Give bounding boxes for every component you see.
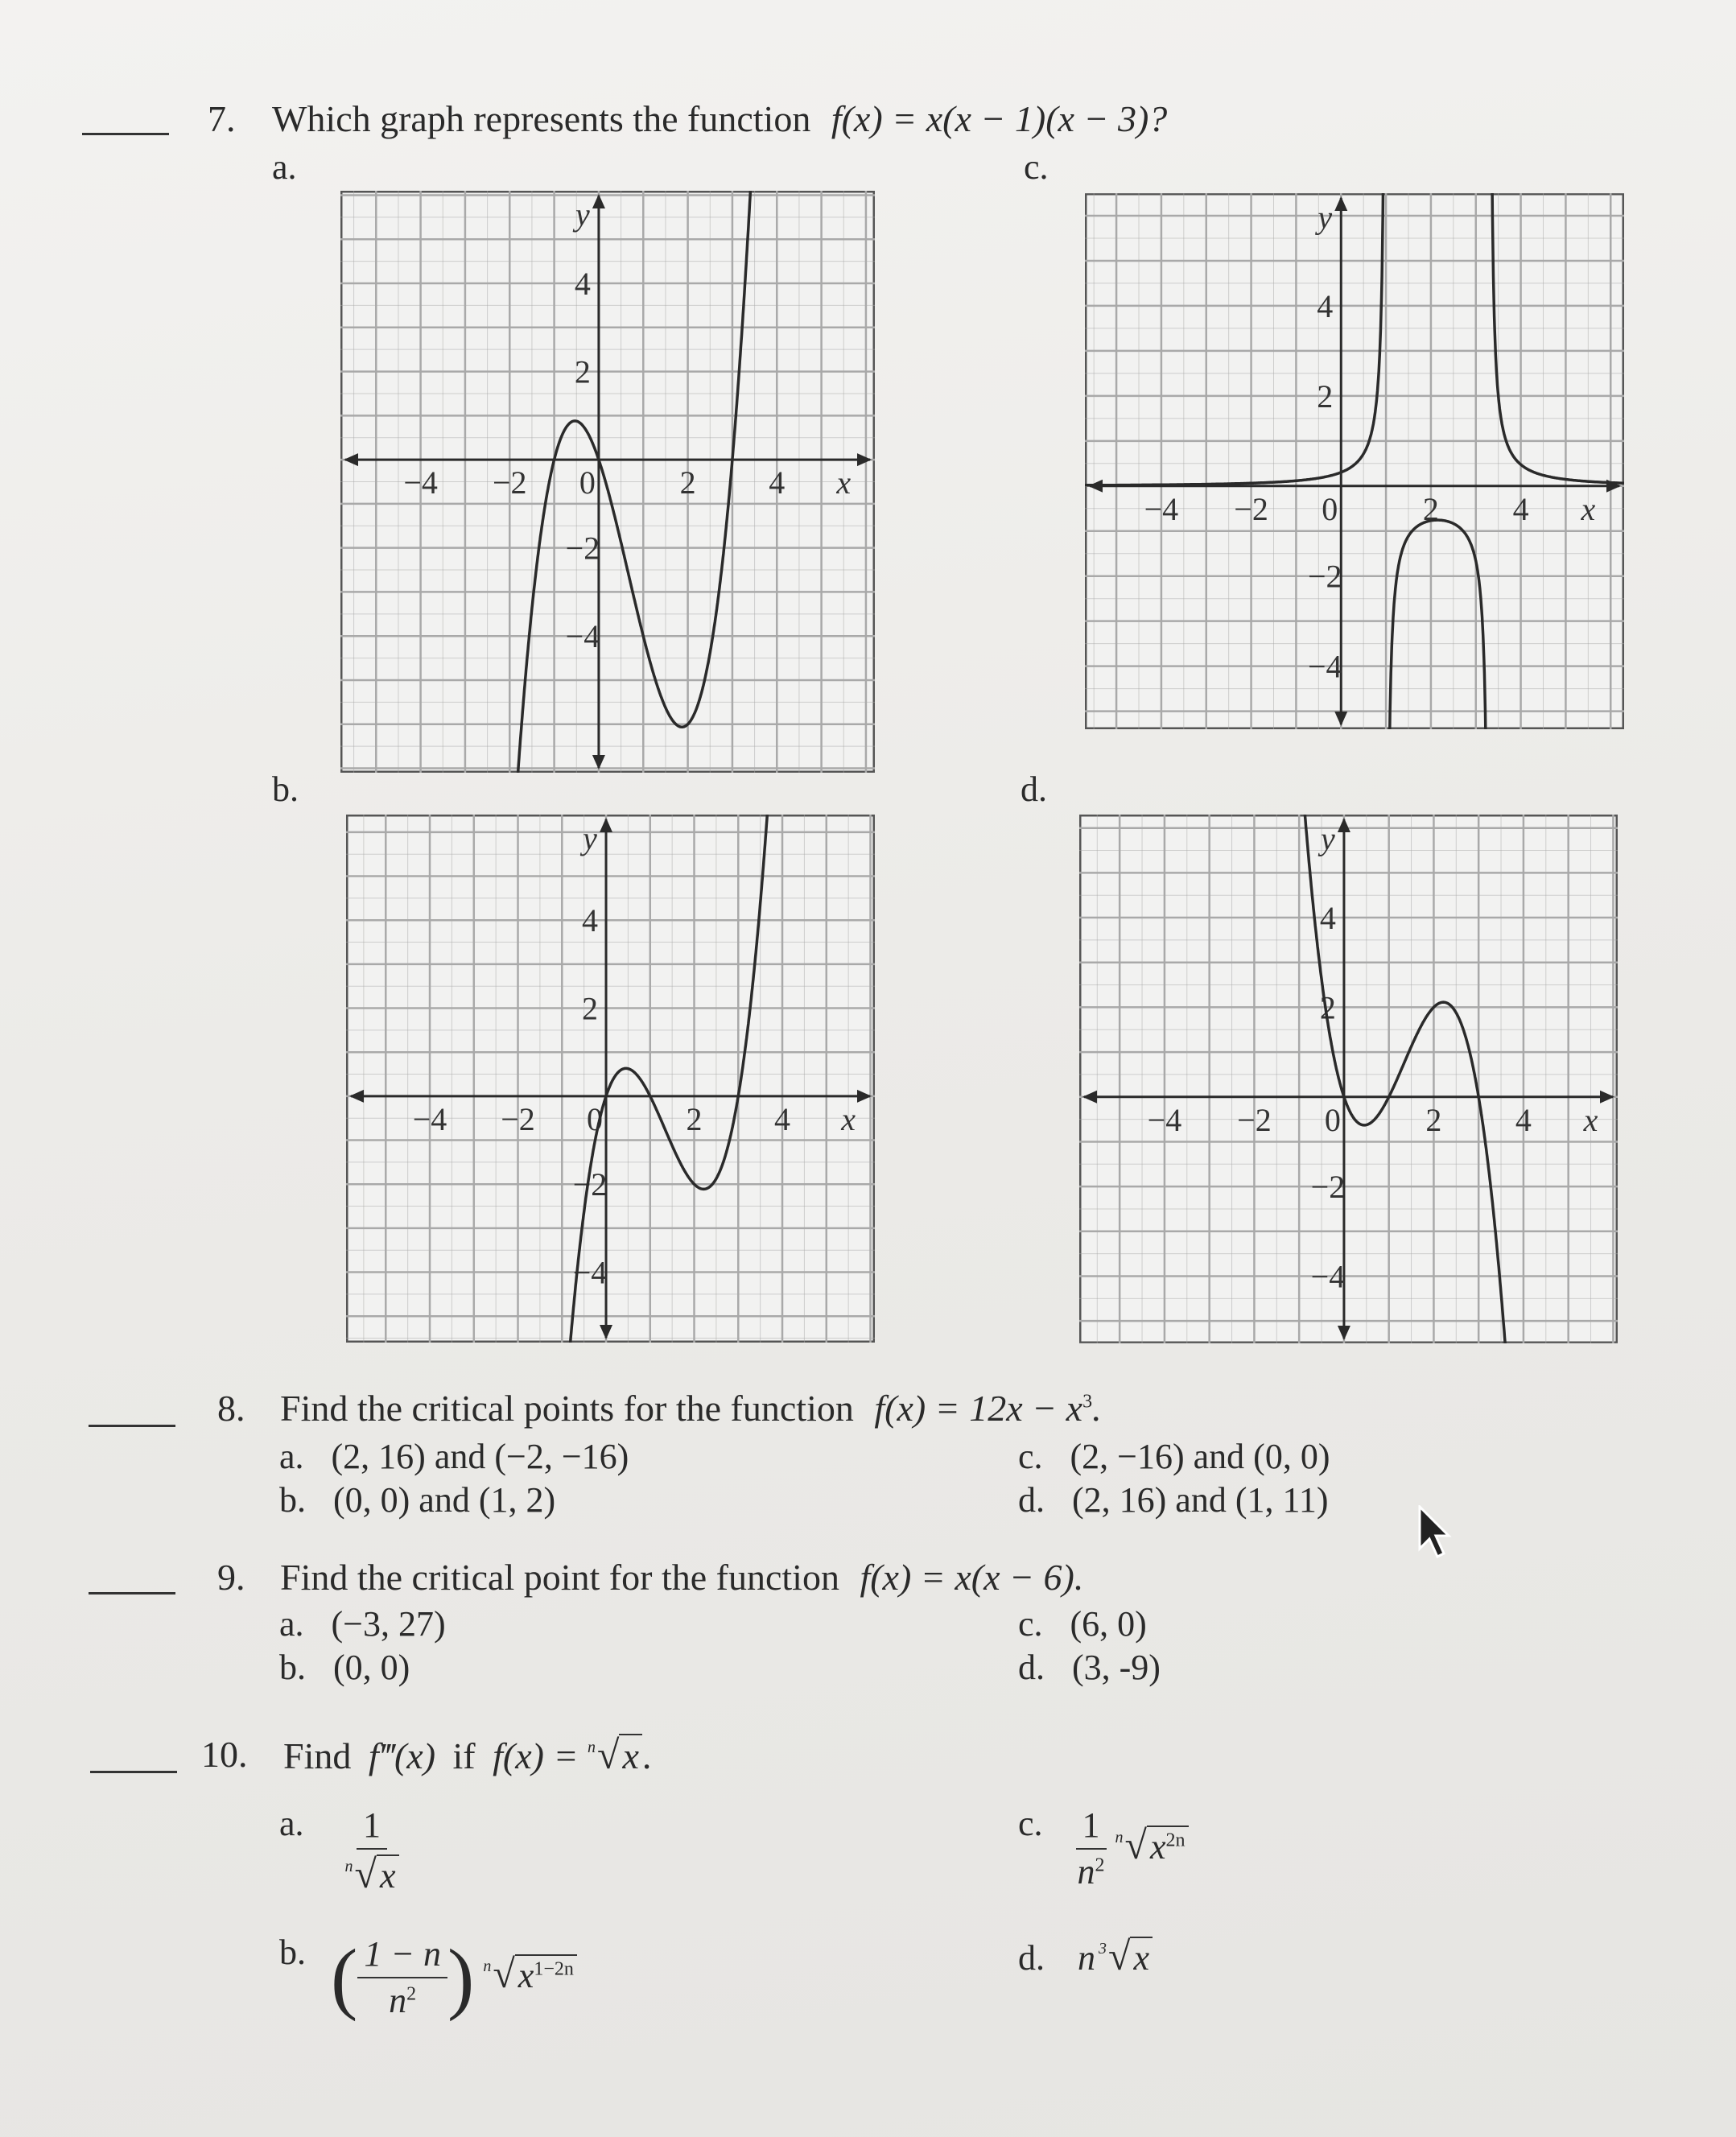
q8-option-c[interactable] <box>1018 1436 1330 1478</box>
nth-root <box>588 1731 642 1788</box>
x-tick-label: 2 <box>1422 490 1439 527</box>
x-tick-label: −4 <box>403 464 438 501</box>
q8-option-d[interactable] <box>1018 1479 1329 1521</box>
question-9-text <box>280 1553 1083 1602</box>
numerator: 1 − n <box>357 1932 447 1978</box>
x-tick-label: 0 <box>579 464 596 501</box>
q9-option-c[interactable] <box>1018 1603 1147 1645</box>
y-tick-label: −2 <box>1307 558 1342 595</box>
radicand <box>1147 1826 1189 1867</box>
y-tick-label: 2 <box>1317 377 1334 415</box>
graph-d-label: d. <box>1021 769 1047 809</box>
radicand <box>515 1954 577 1995</box>
option-label: b. <box>279 1480 306 1520</box>
option-text: (0, 0) and (1, 2) <box>333 1480 556 1520</box>
radicand: x <box>1130 1937 1153 1978</box>
x-tick-label: −2 <box>1234 490 1268 527</box>
y-tick-label: −4 <box>1307 648 1342 685</box>
y-tick-label: −2 <box>572 1166 608 1203</box>
left-paren: ( <box>331 1933 358 2022</box>
x-axis-label: x <box>1581 490 1596 527</box>
graph-b-label: b. <box>272 769 299 809</box>
question-10-end: . <box>641 1735 652 1776</box>
x-tick-label: −4 <box>1144 490 1179 527</box>
fraction <box>345 1803 399 1907</box>
denominator <box>1078 1850 1105 1895</box>
option-text: (2, −16) and (0, 0) <box>1070 1437 1330 1476</box>
question-10-fx: f(x) = <box>493 1735 579 1776</box>
question-10-derivative: f‴(x) <box>368 1735 436 1776</box>
answer-blank-7[interactable] <box>82 133 169 135</box>
question-10-find: Find <box>283 1735 352 1776</box>
x-tick-label: −4 <box>412 1100 447 1137</box>
question-8-text <box>280 1384 1102 1433</box>
denominator-exponent: 2 <box>406 1983 417 2005</box>
x-tick-label: 0 <box>1322 490 1338 527</box>
x-tick-label: 4 <box>774 1100 791 1137</box>
root-index: 3 <box>1099 1940 1107 1958</box>
x-tick-label: 4 <box>1512 490 1529 527</box>
denominator-base: n <box>1077 1852 1095 1892</box>
x-axis-label: x <box>841 1100 856 1137</box>
q9-option-d[interactable] <box>1018 1647 1161 1689</box>
root-index: n <box>1115 1828 1124 1846</box>
nth-root <box>1099 1932 1153 1989</box>
x-axis-label: x <box>1583 1101 1598 1138</box>
x-tick-label: 0 <box>587 1100 604 1137</box>
denominator-base: n <box>389 1981 407 2020</box>
root-index: n <box>344 1858 353 1875</box>
question-7-expression: f(x) = x(x − 1)(x − 3)? <box>831 98 1168 139</box>
nth-root <box>345 1850 399 1907</box>
graph-b <box>346 815 875 1343</box>
question-9-expression: f(x) = x(x − 6). <box>860 1557 1084 1598</box>
radicand: x <box>619 1734 641 1776</box>
radical-icon: √ <box>597 1732 620 1777</box>
x-tick-label: 0 <box>1324 1101 1341 1138</box>
question-7-prompt: Which graph represents the function <box>272 98 811 139</box>
graph-canvas <box>1079 815 1618 1343</box>
y-tick-label: 2 <box>574 353 591 390</box>
q9-option-a[interactable] <box>279 1603 446 1645</box>
option-label: b. <box>279 1933 306 1972</box>
question-9-prompt: Find the critical point for the function <box>280 1557 839 1598</box>
x-tick-label: 2 <box>1425 1101 1442 1138</box>
y-tick-label: 2 <box>1319 989 1336 1026</box>
graph-canvas <box>1085 193 1624 729</box>
mouse-cursor-icon <box>1416 1505 1454 1561</box>
graph-c <box>1085 193 1624 729</box>
option-label: a. <box>279 1604 304 1644</box>
q10-option-d[interactable] <box>1018 1932 1153 1989</box>
graph-a <box>340 191 875 773</box>
radical-icon: √ <box>493 1950 515 1996</box>
x-tick-label: 4 <box>1515 1101 1532 1138</box>
q8-option-b[interactable] <box>279 1479 555 1521</box>
radicand-exponent: 2n <box>1165 1829 1186 1850</box>
x-tick-label: 2 <box>679 464 696 501</box>
y-axis-label: y <box>1321 820 1335 857</box>
q10-option-c[interactable] <box>1018 1803 1189 1895</box>
option-label: c. <box>1018 1437 1043 1476</box>
option-label: a. <box>279 1437 304 1476</box>
x-tick-label: −2 <box>501 1100 535 1137</box>
numerator: 1 <box>1076 1803 1107 1850</box>
q9-option-b[interactable] <box>279 1647 410 1689</box>
numerator: 1 <box>357 1803 387 1850</box>
y-axis-label: y <box>575 196 590 233</box>
radicand-exponent: 1−2n <box>534 1958 574 1979</box>
radical-icon: √ <box>1124 1821 1147 1867</box>
q8-option-a[interactable] <box>279 1436 629 1478</box>
x-tick-label: 2 <box>686 1100 703 1137</box>
graph-frame <box>1080 815 1617 1343</box>
y-tick-label: 4 <box>1319 900 1336 937</box>
option-label: c. <box>1018 1804 1043 1843</box>
graph-d <box>1079 815 1618 1343</box>
y-tick-label: 4 <box>574 266 591 303</box>
radical-icon: √ <box>354 1851 377 1896</box>
root-index: n <box>588 1739 596 1756</box>
y-tick-label: −4 <box>565 618 600 655</box>
graph-canvas <box>346 815 875 1343</box>
denominator <box>389 1978 416 2024</box>
option-label: a. <box>279 1804 304 1843</box>
radical-icon: √ <box>1108 1933 1131 1978</box>
question-8-expr-end: . <box>1092 1388 1102 1429</box>
option-text: (6, 0) <box>1070 1604 1147 1644</box>
coefficient: n <box>1078 1938 1095 1978</box>
option-label: d. <box>1018 1938 1045 1978</box>
denominator-exponent: 2 <box>1095 1854 1105 1876</box>
y-tick-label: 4 <box>1317 287 1334 324</box>
question-number-10: 10. <box>201 1734 248 1775</box>
answer-blank-9[interactable] <box>89 1592 175 1594</box>
question-8-expr-exponent: 3 <box>1082 1391 1093 1413</box>
x-axis-label: x <box>836 464 852 501</box>
q10-option-b[interactable] <box>279 1932 577 2024</box>
nth-root <box>1115 1821 1189 1878</box>
radicand-base: x <box>1149 1826 1166 1867</box>
graph-frame <box>347 815 874 1342</box>
option-text: (2, 16) and (1, 11) <box>1072 1480 1329 1520</box>
question-8-expr-main: f(x) = 12x − x <box>874 1388 1083 1429</box>
graph-frame <box>1086 194 1623 728</box>
x-tick-label: −4 <box>1147 1101 1182 1138</box>
nth-root <box>483 1949 577 2007</box>
option-text: (−3, 27) <box>331 1604 446 1644</box>
answer-blank-8[interactable] <box>89 1425 175 1427</box>
graph-a-label: a. <box>272 147 297 187</box>
fraction <box>1076 1803 1107 1895</box>
radicand-base: x <box>518 1955 534 1995</box>
question-8-prompt: Find the critical points for the function <box>280 1388 854 1429</box>
question-8-expression <box>874 1388 1101 1429</box>
q10-option-a[interactable] <box>279 1803 399 1907</box>
x-tick-label: −2 <box>1237 1101 1272 1138</box>
y-axis-label: y <box>1317 199 1333 236</box>
option-text: (0, 0) <box>333 1648 410 1687</box>
graph-canvas <box>340 191 875 773</box>
y-tick-label: −4 <box>572 1254 608 1291</box>
y-tick-label: 4 <box>582 902 599 939</box>
option-label: d. <box>1018 1648 1045 1687</box>
question-7-text <box>272 95 1167 143</box>
fraction <box>357 1932 447 2024</box>
question-number-8: 8. <box>217 1388 245 1429</box>
option-label: b. <box>279 1648 306 1687</box>
right-paren: ) <box>447 1933 475 2022</box>
x-tick-label: −2 <box>492 464 527 501</box>
answer-blank-10[interactable] <box>90 1771 177 1773</box>
radicand: x <box>377 1854 399 1896</box>
question-number-7: 7. <box>208 98 236 139</box>
option-text: (3, -9) <box>1072 1648 1161 1687</box>
question-10-if: if <box>452 1735 476 1776</box>
y-axis-label: y <box>583 819 597 856</box>
option-label: c. <box>1018 1604 1043 1644</box>
y-tick-label: −4 <box>1310 1258 1346 1295</box>
graph-c-label: c. <box>1024 147 1049 187</box>
question-number-9: 9. <box>217 1557 245 1598</box>
y-tick-label: −2 <box>1310 1169 1346 1206</box>
x-tick-label: 4 <box>769 464 786 501</box>
option-label: d. <box>1018 1480 1045 1520</box>
question-10-text <box>283 1731 651 1788</box>
y-tick-label: 2 <box>582 990 599 1027</box>
option-text: (2, 16) and (−2, −16) <box>331 1437 629 1476</box>
root-index: n <box>483 1957 492 1975</box>
y-tick-label: −2 <box>565 530 600 567</box>
